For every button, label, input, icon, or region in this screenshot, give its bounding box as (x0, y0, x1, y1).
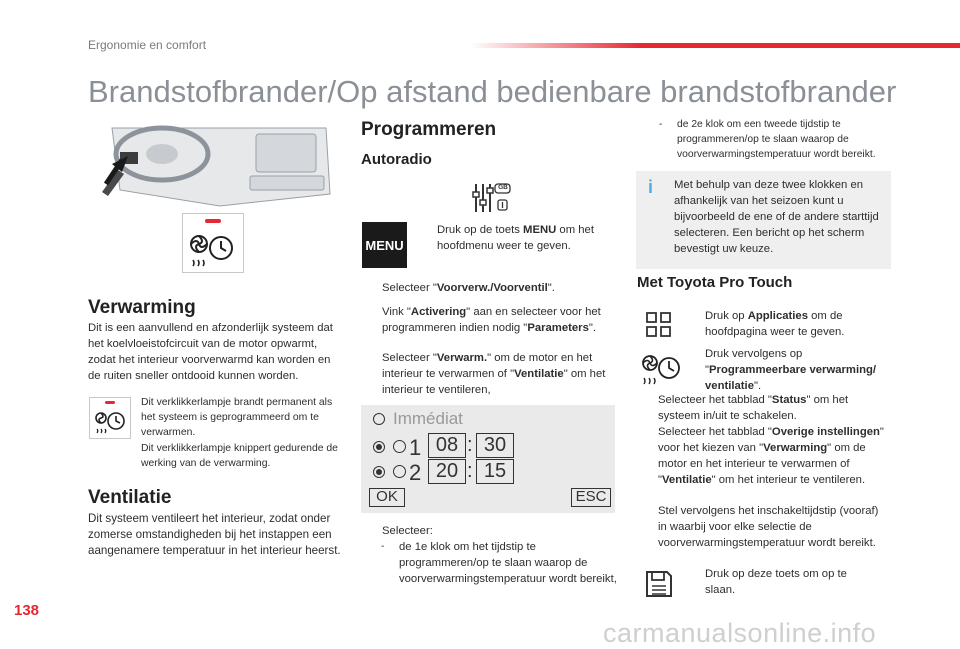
autoradio-subheading: Autoradio (361, 151, 432, 168)
lamp-note-blinking: Dit verklikkerlampje knippert gedurende de werking van de verwarming. (141, 443, 338, 469)
save-icon (645, 570, 673, 598)
step-programmeerbare: Druk vervolgens op "Programmeerbare verwarming/ ventilatie". (705, 348, 877, 392)
heater-warning-lamp-icon (182, 213, 244, 273)
verwarming-heading: Verwarming (88, 297, 196, 318)
dashboard-illustration (100, 120, 332, 208)
sub-step-clock2: - de 2e klok om een tweede tijdstip te programmeren/op te slaan waarop de voorverwarmingstemperatuur wordt bereikt. (659, 119, 876, 160)
immediat-radio[interactable] (373, 413, 385, 425)
heater-lamp-small-icon (89, 397, 131, 439)
ok-button[interactable]: OK (369, 488, 405, 507)
clock2-number: 2 (409, 460, 422, 485)
gb-settings-icon (472, 180, 512, 216)
step-vink-activering: Vink "Activering" aan en selecteer voor het programmeren indien nodig "Parameters". (382, 306, 601, 334)
info-icon: i (648, 177, 654, 197)
clock2-separator: : (467, 460, 473, 482)
toyota-heading: Met Toyota Pro Touch (637, 274, 793, 291)
programmable-heating-icon (638, 348, 682, 388)
step-select-voorverw: Selecteer "Voorverw./Voorventil". (382, 282, 555, 294)
step-stel: Stel vervolgens het inschakeltijdstip (vooraf) in waarbij voor elke selectie de voorverwarmingstemperatuur wordt bereikt. (658, 505, 879, 549)
sub-step-clock1: - de 1e klok om het tijdstip te programmeren/op te slaan waarop de voorverwarmingstemperatuur wordt bereikt, (381, 541, 617, 585)
step-save: Druk op deze toets om op te slaan. (705, 568, 847, 596)
programmeren-heading: Programmeren (361, 119, 497, 140)
ventilatie-heading: Ventilatie (88, 487, 172, 508)
clock1-number: 1 (409, 435, 422, 460)
page-title: Brandstofbrander/Op afstand bedienbare brandstofbrander (88, 74, 897, 109)
step-selecteer: Selecteer: (382, 525, 433, 537)
watermark: carmanualsonline.info (603, 618, 877, 648)
step-applicaties: Druk op Applicaties om de hoofdpagina weer te geven. (705, 310, 845, 338)
clock2-radio[interactable] (373, 466, 385, 478)
section-label: Ergonomie en comfort (88, 38, 207, 52)
header-accent-bar (470, 43, 960, 48)
gb-label: GB (498, 184, 508, 191)
apps-grid-icon (646, 312, 672, 338)
step-status: Selecteer het tabblad "Status" om het systeem in/uit te schakelen. (658, 394, 849, 422)
clock1-hour-field[interactable]: 08 (428, 433, 466, 458)
clock1-separator: : (467, 434, 473, 456)
page-number: 138 (14, 602, 40, 619)
clock2-icon (393, 465, 406, 478)
timer-screen (361, 405, 615, 513)
clock2-hour-field[interactable]: 20 (428, 459, 466, 484)
esc-button[interactable]: ESC (571, 488, 611, 507)
ventilatie-body: Dit systeem ventileert het interieur, zodat onder zomerse omstandigheden bij het instappen een aangenamere temperatuur in het interieur heerst. (88, 512, 341, 557)
verwarming-body: Dit is een aanvullend en afzonderlijk systeem dat het koelvloeistofcircuit van de motor opwarmt, zodat het interieur voorverwarmd kan worden en de ruiten sneller ontdooid kunnen worden. (88, 322, 333, 382)
info-note (636, 171, 891, 269)
menu-button-icon: MENU (362, 222, 407, 268)
step-verwarm: Selecteer "Verwarm." om de motor en het interieur te verwarmen of "Ventilatie" om het interieur te ventileren, (382, 352, 606, 396)
clock1-minute-field[interactable]: 30 (476, 433, 514, 458)
clock1-icon (393, 440, 406, 453)
clock1-radio[interactable] (373, 441, 385, 453)
info-text: Met behulp van deze twee klokken en afhankelijk van het seizoen kunt u bijvoorbeeld de ene of de andere starttijd selecteren. Een bericht op het scherm bevestigt uw keuze. (674, 179, 879, 255)
immediat-label: Immédiat (393, 409, 463, 428)
step-overige: Selecteer het tabblad "Overige instellingen" voor het kiezen van "Verwarming" om de motor en het interieur te verwarmen of "Ventilatie" om het interieur te ventileren. (658, 426, 884, 486)
lamp-note-permanent: Dit verklikkerlampje brandt permanent als het systeem is geprogrammeerd om te verwarmen. (141, 397, 333, 438)
clock2-minute-field[interactable]: 15 (476, 459, 514, 484)
step-menu: Druk op de toets MENU om het hoofdmenu weer te geven. (437, 224, 594, 252)
